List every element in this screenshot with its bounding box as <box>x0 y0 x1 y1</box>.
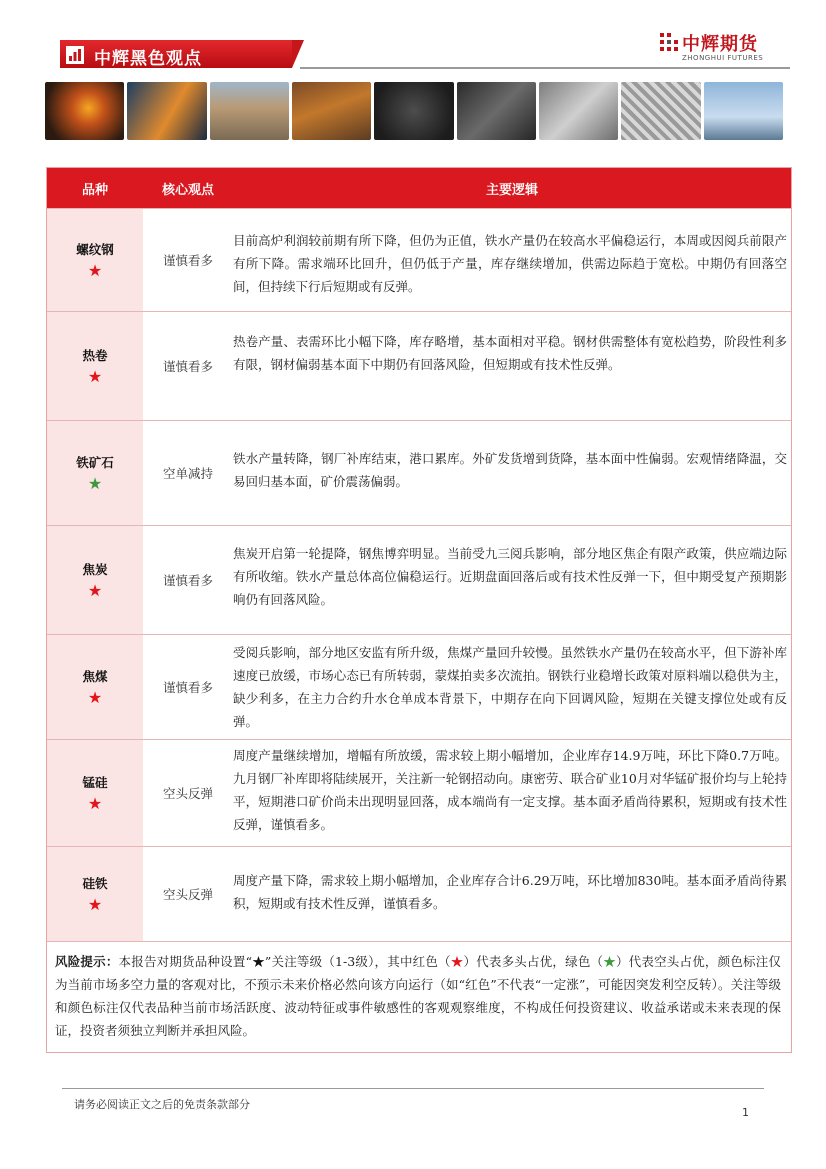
risk-text: ）代表空头占优，颜色标注仅为当前市场多空力量的客观对比，不预示未来价格必然向该方向运行（如“红色”不代表“一定涨”，可能因突发利空反转）。关注等级和颜色标注仅代表品种当前市场活跃度、波动特征或事件敏感性的客观观察维度，不构成任何投资建议、收益承诺或未来表现的保证，投资者须独立判断并承担风险。 <box>55 954 781 1038</box>
variety-name: 热卷 <box>82 348 108 363</box>
table-row <box>47 420 791 525</box>
report-title: 中辉黑色观点 <box>94 49 202 69</box>
variety-cell <box>47 209 143 311</box>
photo-ferroalloy-blocks <box>539 82 618 140</box>
photo-open-pit-mine <box>210 82 289 140</box>
logo-subtext: ZHONGHUI FUTURES <box>682 54 764 62</box>
risk-text: ）代表多头占优，绿色（ <box>463 954 604 969</box>
main-logic: 铁水产量转降，钢厂补库结束，港口累库。外矿发货增到货降，基本面中性偏弱。宏观情绪降温，交易回归基本面，矿价震荡偏弱。 <box>233 451 787 489</box>
variety-name: 硅铁 <box>82 876 108 891</box>
logo-mark-icon <box>660 33 678 51</box>
risk-text: ”关注等级（1-3级），其中红色（ <box>264 954 451 969</box>
photo-steel-furnace <box>45 82 124 140</box>
variety-name: 锰硅 <box>82 775 108 790</box>
variety-name: 焦炭 <box>82 562 108 577</box>
company-logo <box>660 30 790 70</box>
table-row <box>47 846 791 941</box>
main-logic: 周度产量继续增加，增幅有所放缓，需求较上期小幅增加，企业库存14.9万吨，环比下降0.7万吨。九月钢厂补库即将陆续展开，关注新一轮钢招动向。康密劳、联合矿业10月对华锰矿报价均与上轮持平，短期港口矿价尚未出现明显回落，成本端尚有一定支撑。基本面矛盾尚待累积，短期或有技术性反弹，谨慎看多。 <box>233 748 787 832</box>
red-star-icon: ★ <box>87 581 103 600</box>
core-view: 空头反弹 <box>162 786 213 801</box>
red-star-icon: ★ <box>450 954 464 969</box>
red-star-icon: ★ <box>87 688 103 707</box>
photo-coal-pieces <box>457 82 536 140</box>
core-view: 空头反弹 <box>162 887 213 902</box>
views-table <box>46 167 792 1053</box>
green-star-icon: ★ <box>87 474 103 493</box>
core-view: 谨慎看多 <box>162 359 213 374</box>
variety-name: 焦煤 <box>82 669 108 684</box>
variety-cell <box>47 421 143 525</box>
main-logic: 受阅兵影响，部分地区安监有所升级，焦煤产量回升较慢。虽然铁水产量仍在较高水平，但下游补库速度已放缓，市场心态已有所转弱，蒙煤拍卖多次流拍。钢铁行业稳增长政策对原料端以稳供为主，缺少利多，在主力合约升水仓单成本背景下，中期存在向下回调风险，短期在关键支撑位处或有反弹。 <box>233 645 787 729</box>
green-star-icon: ★ <box>603 954 616 969</box>
header-banner <box>60 40 292 68</box>
photo-coal-miner <box>374 82 453 140</box>
variety-cell <box>47 740 143 846</box>
main-logic: 目前高炉利润较前期有所下降，但仍为正值，铁水产量仍在较高水平偏稳运行，本周或因阅兵前限产有所下降。需求端环比回升，但仍低于产量，库存继续增加，供需边际趋于宽松。中期仍有回落空间，但持续下行后短期或有反弹。 <box>233 233 787 294</box>
table-row <box>47 634 791 739</box>
table-row <box>47 311 791 420</box>
industry-photo-strip <box>45 82 783 140</box>
table-row <box>47 525 791 634</box>
risk-label: 风险提示： <box>55 954 119 969</box>
core-view: 空单减持 <box>162 466 213 481</box>
risk-text: 本报告对期货品种设置“ <box>118 954 252 969</box>
main-logic: 热卷产量、表需环比小幅下降，库存略增，基本面相对平稳。钢材供需整体有宽松趋势，阶段性利多有限，钢材偏弱基本面下中期仍有回落风险，但短期或有技术性反弹。 <box>233 334 787 372</box>
photo-rolling-mill <box>127 82 206 140</box>
bar-chart-icon <box>66 46 84 64</box>
col-header-view: 核心观点 <box>161 182 214 198</box>
photo-rebar-bundle <box>621 82 700 140</box>
page-number: 1 <box>742 1106 749 1119</box>
footer-divider <box>62 1088 764 1089</box>
red-star-icon: ★ <box>87 794 103 813</box>
col-header-variety: 品种 <box>81 182 108 198</box>
main-logic: 周度产量下降，需求较上期小幅增加，企业库存合计6.29万吨，环比增加830吨。基本面矛盾尚待累积，短期或有技术性反弹，谨慎看多。 <box>233 873 787 911</box>
core-view: 谨慎看多 <box>162 573 213 588</box>
photo-steel-bridge <box>704 82 783 140</box>
table-row <box>47 739 791 846</box>
risk-warning <box>47 941 791 1052</box>
table-row <box>47 208 791 311</box>
core-view: 谨慎看多 <box>162 253 213 268</box>
variety-cell <box>47 635 143 739</box>
variety-cell <box>47 847 143 941</box>
red-star-icon: ★ <box>87 261 103 280</box>
variety-name: 铁矿石 <box>76 455 114 470</box>
col-header-logic: 主要逻辑 <box>485 182 538 198</box>
footer-disclaimer: 请务必阅读正文之后的免责条款部分 <box>74 1098 250 1111</box>
black-star-icon: ★ <box>251 954 265 969</box>
red-star-icon: ★ <box>87 367 103 386</box>
main-logic: 焦炭开启第一轮提降，钢焦博弈明显。当前受九三阅兵影响，部分地区焦企有限产政策，供应端边际有所收缩。铁水产量总体高位偏稳运行。近期盘面回落后或有技术性反弹一下，但中期受复产预期影响仍有回落风险。 <box>233 546 787 607</box>
variety-name: 螺纹钢 <box>76 242 114 257</box>
table-header <box>47 168 791 208</box>
core-view: 谨慎看多 <box>162 680 213 695</box>
photo-mining-excavator <box>292 82 371 140</box>
red-star-icon: ★ <box>87 895 103 914</box>
variety-cell <box>47 526 143 634</box>
variety-cell <box>47 312 143 420</box>
logo-text: 中辉期货 <box>682 34 758 55</box>
